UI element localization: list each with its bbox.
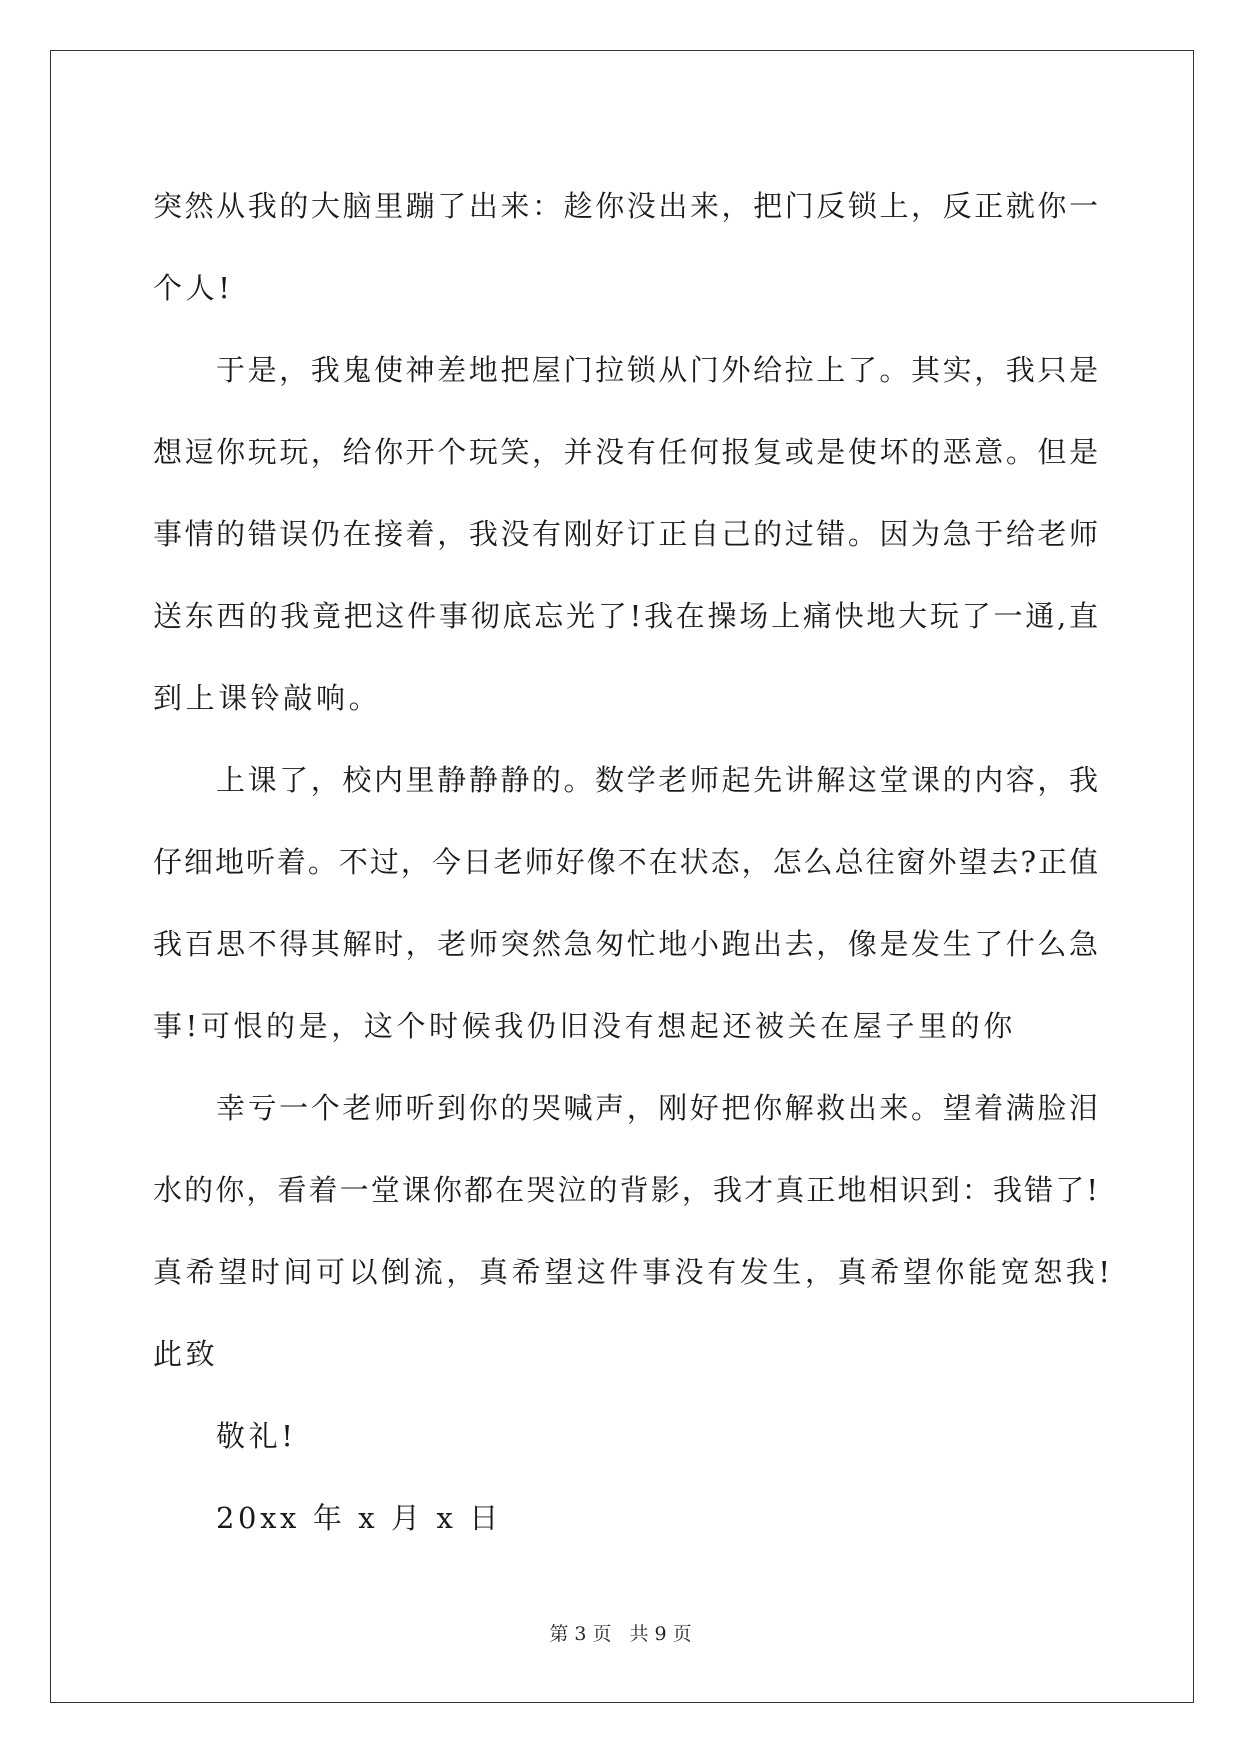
document-body	[153, 165, 1114, 1559]
current-page-number: 第 3 页	[549, 1623, 612, 1645]
text-line: 突然从我的大脑里蹦了出来：趁你没出来，把门反锁上，反正就你一	[153, 189, 1098, 223]
text-line: 真希望时间可以倒流，真希望这件事没有发生，真希望你能宽恕我!	[153, 1255, 1114, 1289]
paragraph-start-line: 幸亏一个老师听到你的哭喊声，刚好把你解救出来。望着满脸泪	[216, 1091, 1098, 1125]
text-line: 事!可恨的是，这个时候我仍旧没有想起还被关在屋子里的你	[153, 1009, 1016, 1043]
text-line: 仔细地听着。不过，今日老师好像不在状态，怎么总往窗外望去?正值	[153, 845, 1098, 879]
page-footer	[0, 1622, 1241, 1646]
paragraph-start-line: 于是，我鬼使神差地把屋门拉锁从门外给拉上了。其实，我只是	[216, 353, 1098, 387]
text-line: 我百思不得其解时，老师突然急匆忙地小跑出去，像是发生了什么急	[153, 927, 1098, 961]
text-line: 想逗你玩玩，给你开个玩笑，并没有任何报复或是使坏的恶意。但是	[153, 435, 1098, 469]
text-line: 送东西的我竟把这件事彻底忘光了!我在操场上痛快地大玩了一通,直	[153, 599, 1098, 633]
total-page-count: 共 9 页	[629, 1623, 692, 1645]
text-line: 水的你，看着一堂课你都在哭泣的背影，我才真正地相识到：我错了!	[153, 1173, 1098, 1207]
text-line: 到上课铃敲响。	[153, 681, 382, 715]
paragraph-start-line: 上课了，校内里静静静的。数学老师起先讲解这堂课的内容，我	[216, 763, 1098, 797]
closing-regards: 敬礼!	[216, 1419, 297, 1453]
letter-date: 20xx 年 x 月 x 日	[216, 1501, 502, 1535]
text-line: 事情的错误仍在接着，我没有刚好订正自己的过错。因为急于给老师	[153, 517, 1098, 551]
closing-salutation: 此致	[153, 1337, 219, 1371]
text-line: 个人!	[153, 271, 234, 305]
